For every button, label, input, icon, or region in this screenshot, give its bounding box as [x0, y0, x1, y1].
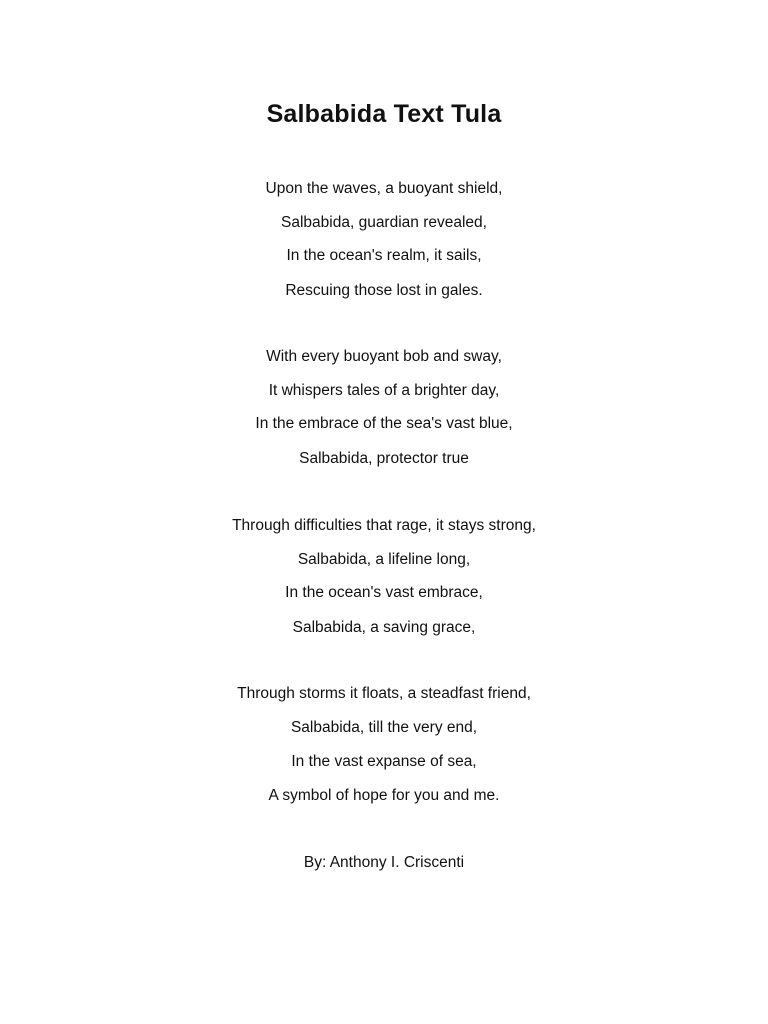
poem-line: Through storms it floats, a steadfast friend,	[237, 685, 531, 702]
poem-line: In the ocean's vast embrace,	[285, 584, 483, 601]
poem-line: In the embrace of the sea's vast blue,	[255, 415, 513, 432]
poem-line: Rescuing those lost in gales.	[285, 282, 483, 299]
poem-line: Salbabida, guardian revealed,	[281, 214, 487, 231]
poem-line: Salbabida, till the very end,	[290, 719, 478, 736]
poem-line: In the vast expanse of sea,	[291, 753, 477, 770]
poem-line: Through difficulties that rage, it stays strong,	[232, 517, 536, 534]
poem-line: Salbabida, a saving grace,	[292, 619, 476, 636]
poem-line: Salbabida, a lifeline long,	[297, 551, 471, 568]
poem-line: In the ocean's realm, it sails,	[286, 247, 482, 264]
author-byline: By: Anthony I. Criscenti	[303, 854, 465, 871]
poem-line: It whispers tales of a brighter day,	[268, 382, 500, 399]
poem-line: With every buoyant bob and sway,	[266, 348, 502, 365]
poem-line: Upon the waves, a buoyant shield,	[265, 180, 503, 197]
poem-line: Salbabida, protector true	[299, 450, 469, 467]
poem-title: Salbabida Text Tula	[266, 100, 502, 128]
poem-line: A symbol of hope for you and me.	[268, 787, 500, 804]
